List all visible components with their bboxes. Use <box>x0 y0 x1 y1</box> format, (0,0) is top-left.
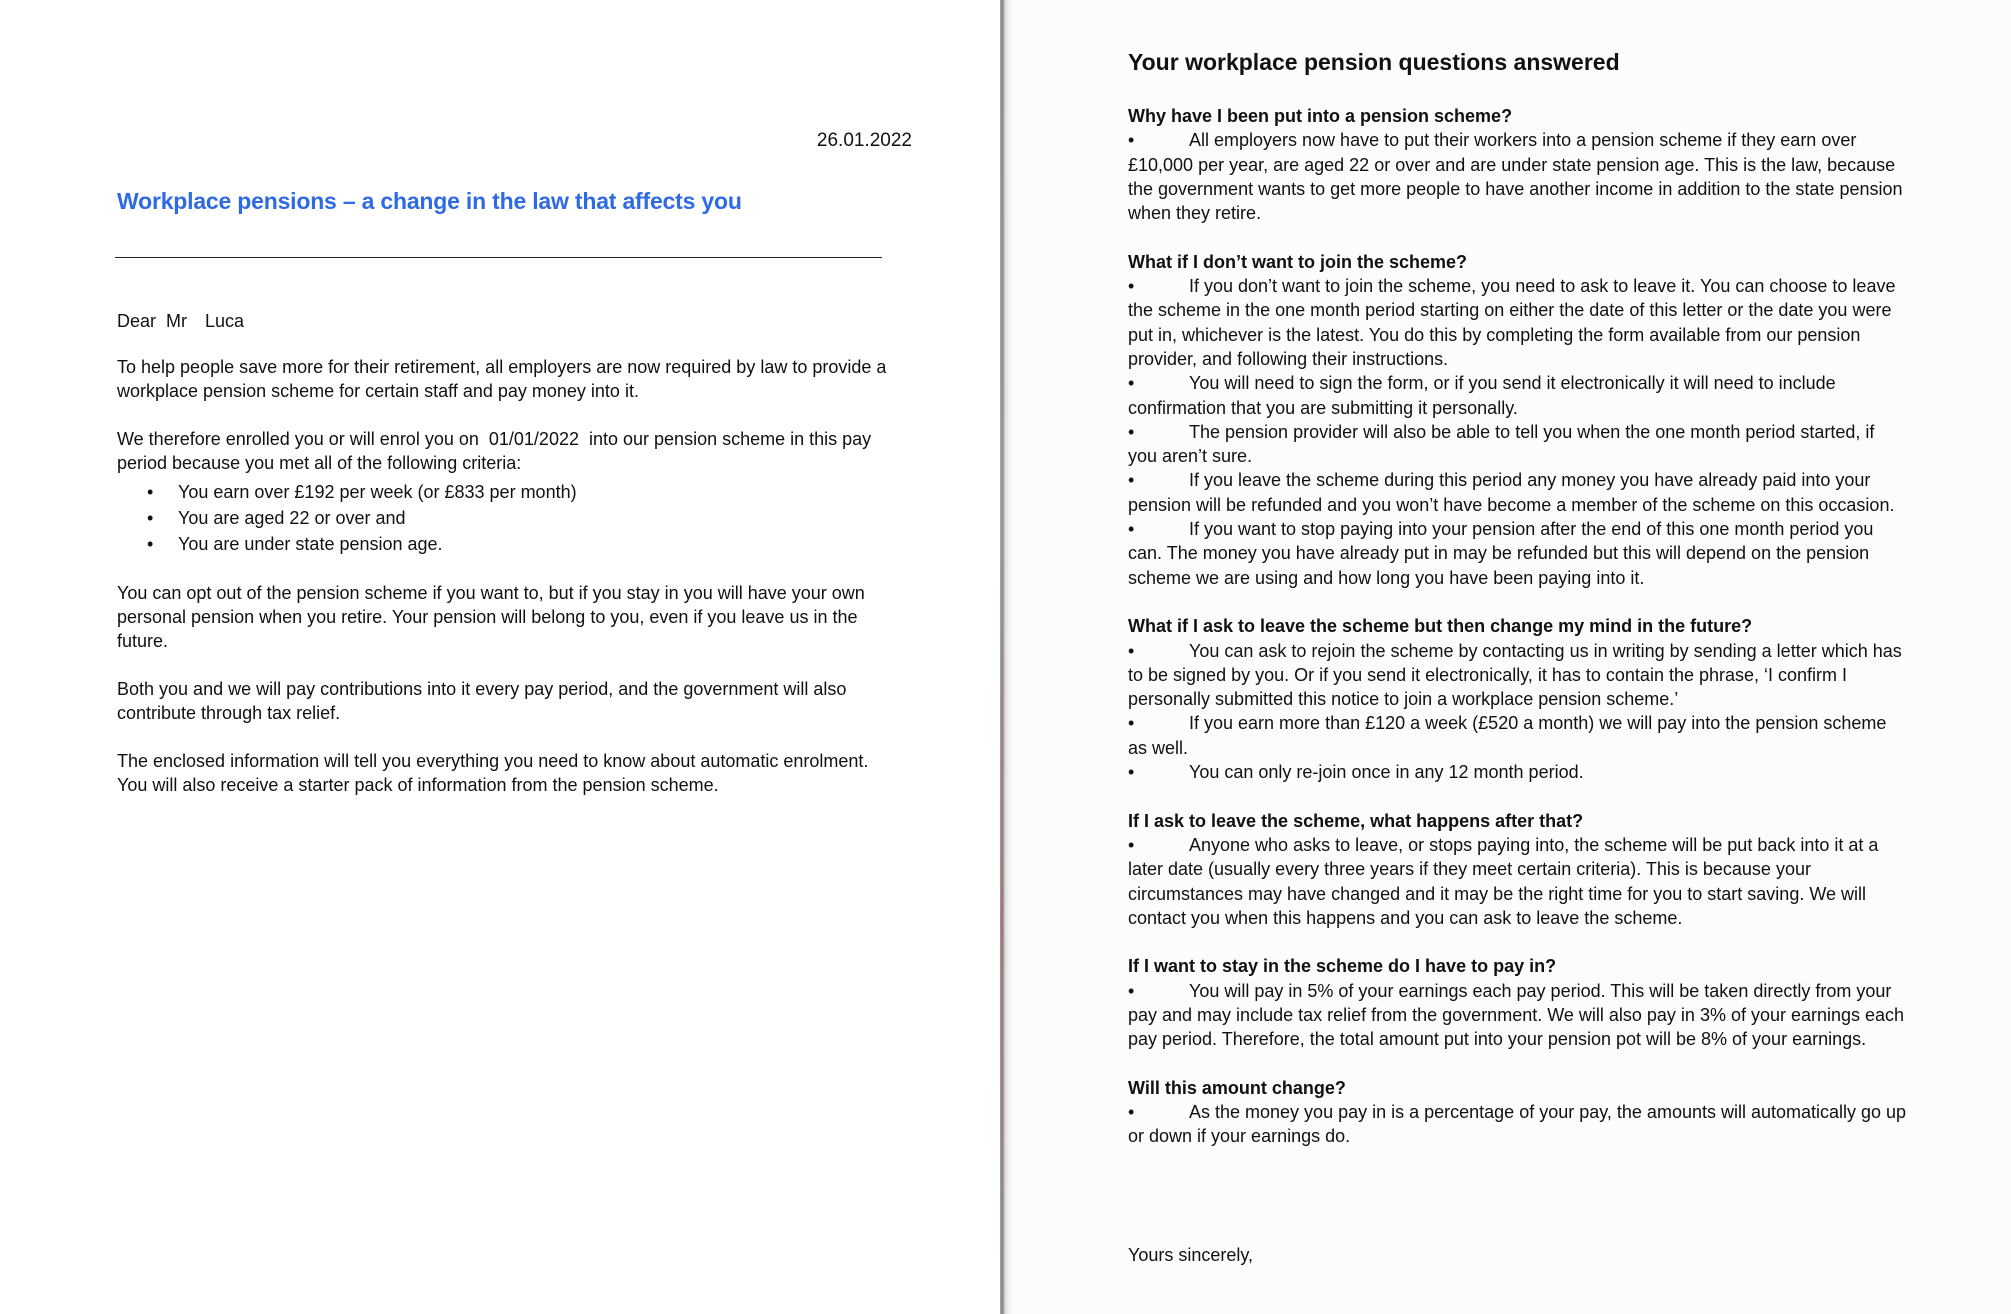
enrolment-text-after: into our pension scheme in this pay period because you met all of the following criteria: <box>117 429 872 473</box>
qa-answer-bullet <box>1128 711 1908 760</box>
letter-page <box>0 0 1000 1314</box>
qa-answer-bullet <box>1128 979 1908 1052</box>
qa-question: What if I ask to leave the scheme but then change my mind in the future? <box>1128 616 1753 637</box>
qa-answer-bullet <box>1128 1100 1908 1149</box>
letter-body <box>117 355 887 821</box>
qa-question: Why have I been put into a pension scheme? <box>1128 106 1513 126</box>
qa-sections <box>1128 104 1908 1173</box>
letter-paragraph-enrolment <box>117 427 887 475</box>
qa-answer-text: All employers now have to put their workers into a pension scheme if they earn over £10,000 per year, are aged 22 or over and are under state pension age. This is the law, because the government wants to get more people to have another income in addition to the state pension when they retire. <box>1128 130 1903 224</box>
letter-paragraph: You can opt out of the pension scheme if you want to, but if you stay in you will have your own personal pension when you retire. Your pension will belong to you, even if you leave us in the future. <box>117 583 865 651</box>
qa-answer-text: You will pay in 5% of your earnings each pay period. This will be taken directly from your pay and may include tax relief from the government. We will also pay in 3% of your earnings each pay period. Therefore, the total amount put into your pension pot will be 8% of your earnings. <box>1128 980 1905 1050</box>
enrolment-text-before: We therefore enrolled you or will enrol you on <box>117 429 479 449</box>
bullet-mark: • <box>1128 130 1135 151</box>
salutation <box>117 311 254 332</box>
bullet-mark: • <box>1128 834 1135 855</box>
criteria-item: • You earn over £192 per week (or £833 per month) <box>117 479 887 505</box>
salutation-dear: Dear <box>117 311 157 331</box>
qa-answer-bullet <box>1128 420 1908 469</box>
bullet-mark: • <box>1128 1102 1135 1123</box>
qa-section <box>1128 614 1908 784</box>
qa-page <box>1013 0 2011 1314</box>
qa-answer-bullet <box>1128 833 1908 930</box>
bullet-mark: • <box>1128 640 1135 661</box>
qa-answer-bullet <box>1128 639 1908 712</box>
qa-answer-text: As the money you pay in is a percentage of your pay, the amounts will automatically go up or down if your earnings do. <box>1128 1102 1907 1147</box>
qa-question: If I want to stay in the scheme do I have to pay in? <box>1128 956 1557 977</box>
qa-answer-bullet <box>1128 371 1908 420</box>
bullet-mark: • <box>1128 373 1135 394</box>
letter-paragraph: Both you and we will pay contributions into it every pay period, and the government will also contribute through tax relief. <box>117 679 847 723</box>
qa-answer-text: You can only re-join once in any 12 month period. <box>1189 762 1584 783</box>
criteria-item: • You are aged 22 or over and <box>117 505 887 531</box>
letter-title: Workplace pensions – a change in the law that affects you <box>117 188 742 214</box>
bullet-mark: • <box>1128 276 1135 297</box>
letter-date: 26.01.2022 <box>816 130 912 151</box>
qa-answer-bullet <box>1128 760 1908 784</box>
qa-answer-text: Anyone who asks to leave, or stops paying into, the scheme will be put back into it at a later date (usually every three years if they meet certain criteria). This is because your circumstances may have changed and it may be the right time for you to start saving. We will contact you when this happens and you can ask to leave the scheme. <box>1128 834 1879 928</box>
qa-section <box>1128 954 1908 1051</box>
qa-question: Will this amount change? <box>1128 1077 1346 1098</box>
qa-question: What if I don’t want to join the scheme? <box>1128 251 1467 272</box>
qa-answer-text: If you leave the scheme during this period any money you have already paid into your pension will be refunded and you won’t have become a member of the scheme on this occasion. <box>1128 470 1895 515</box>
page-divider <box>1000 0 1013 1314</box>
criteria-item: • You are under state pension age. <box>117 531 887 557</box>
bullet-mark: • <box>1128 421 1135 442</box>
qa-answer-bullet <box>1128 274 1908 371</box>
qa-answer-bullet <box>1128 517 1908 590</box>
title-divider-line <box>115 257 882 258</box>
criteria-list <box>117 479 887 557</box>
qa-section <box>1128 1076 1908 1149</box>
qa-answer-text: If you earn more than £120 a week (£520 a month) we will pay into the pension scheme as well. <box>1128 713 1887 758</box>
bullet-mark: • <box>1128 470 1135 491</box>
qa-section <box>1128 250 1908 590</box>
qa-question: If I ask to leave the scheme, what happens after that? <box>1128 810 1584 831</box>
salutation-honorific: Mr <box>166 311 188 331</box>
salutation-name: Luca <box>205 311 245 331</box>
bullet-mark: • <box>1128 980 1135 1001</box>
bullet-mark: • <box>1128 519 1135 540</box>
qa-answer-bullet <box>1128 128 1908 225</box>
bullet-mark: • <box>1128 713 1135 734</box>
qa-answer-text: You will need to sign the form, or if you send it electronically it will need to include confirmation that you are submitting it personally. <box>1128 373 1836 418</box>
qa-answer-text: If you don’t want to join the scheme, you need to ask to leave it. You can choose to leave the scheme in the one month period starting on either the date of this letter or the date you were put in, whichever is the latest. You do this by completing the form available from our pension provider, and following their instructions. <box>1128 276 1896 369</box>
bullet-mark: • <box>1128 762 1135 783</box>
qa-section <box>1128 104 1908 225</box>
enrol-date: 01/01/2022 <box>488 429 579 449</box>
letter-paragraph: The enclosed information will tell you everything you need to know about automatic enrolment. You will also receive a starter pack of information from the pension scheme. <box>117 751 869 795</box>
qa-answer-text: You can ask to rejoin the scheme by contacting us in writing by sending a letter which has to be signed by you. Or if you send it electronically, it has to contain the phrase, ‘I confirm I personally submitted this notice to join a workplace pension scheme.’ <box>1128 640 1902 710</box>
signoff: Yours sincerely, <box>1128 1245 1254 1265</box>
qa-answer-text: If you want to stop paying into your pension after the end of this one month period you can. The money you have already put in may be refunded but this will depend on the pension scheme we are using and how long you have been paying into it. <box>1128 519 1874 588</box>
qa-section <box>1128 809 1908 930</box>
qa-answer-bullet <box>1128 468 1908 517</box>
qa-answer-text: The pension provider will also be able to tell you when the one month period started, if you aren’t sure. <box>1128 421 1875 467</box>
qa-title: Your workplace pension questions answered <box>1128 49 1620 75</box>
letter-paragraph: To help people save more for their retirement, all employers are now required by law to provide a workplace pension scheme for certain staff and pay money into it. <box>117 357 887 401</box>
